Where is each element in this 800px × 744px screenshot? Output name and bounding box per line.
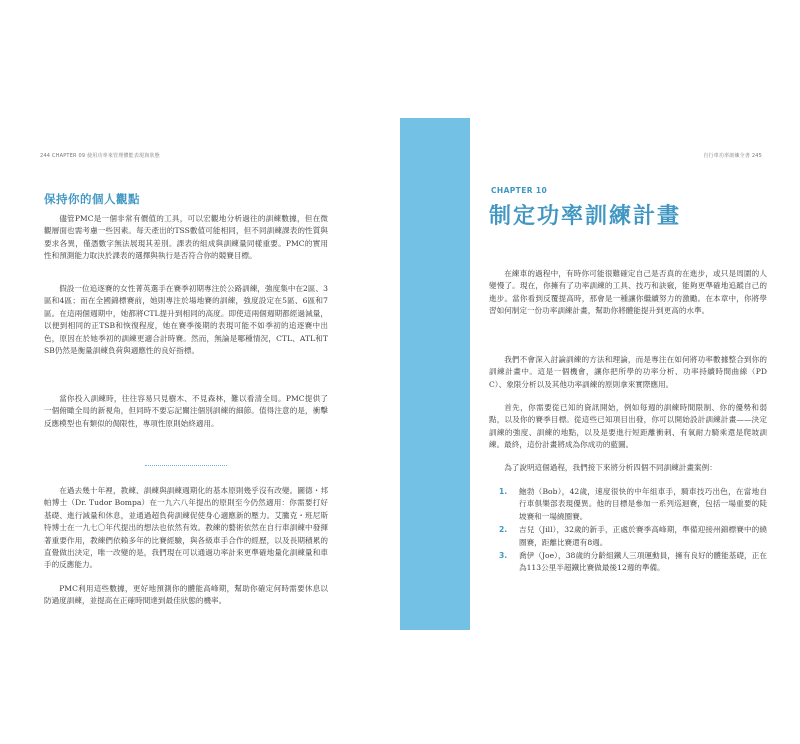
section-divider (145, 465, 227, 466)
left-paragraph-5: PMC利用這些數據，更好地預測你的體能高峰期，幫助你確定何時需要休息以防過度訓練，並提高在正確時間達到最佳狀態的機率。 (44, 584, 328, 606)
left-paragraph-1: 儘管PMC是一個非常有價值的工具，可以宏觀地分析過往的訓練數據，但在微觀層面也需考慮一些因素。每天產出的TSS數值可能相同，但不同訓練課表的性質與要求各異，僅憑數字無法展現其差別。課表的組成與訓練量同樣重要。PMC的實用性和預測能力取決於課表的選擇與執行是否符合你的競賽目標。 (44, 214, 328, 261)
list-item-number: 1. (499, 487, 508, 496)
list-item (489, 524, 767, 549)
list-item-number: 2. (499, 525, 508, 535)
list-item-text: 吉兒（Jill），32歲的新手，正處於賽季高峰期，準備迎接州錦標賽中的繞圈賽，距離比賽還有8週。 (519, 525, 767, 547)
case-list (489, 486, 767, 575)
right-paragraph-4: 為了說明這個過程，我們接下來將分析四個不同訓練計畫案例： (504, 463, 717, 472)
left-paragraph-2: 假設一位追逐賽的女性菁英選手在賽季初期專注於公路訓練，強度集中在2區、3區和4區；而在全國錦標賽前，她則專注於場地賽的訓練，強度設定在5區、6區和7區。在這兩個週期中，她都將CTL提升到相同的高度。即使這兩個週期都經過減量，以便到相同的正TSB和恢復程度，她在賽季後期的表現可能不如季初的追逐賽中出色，原因在於她季初的訓練更適合計時賽。然而，無論是哪種情況，CTL、ATL和TSB仍然是衡量訓練負荷與適應性的良好指標。 (44, 284, 328, 356)
chapter-title: 制定功率訓練計畫 (489, 204, 682, 229)
list-item (489, 486, 767, 523)
left-running-head: 244 CHAPTER 09 使用功率來管理體能表現與狀態 (40, 153, 160, 159)
right-paragraph-1: 在練車的過程中，有時你可能很難確定自己是否真的在進步，或只是周圍的人變慢了。現在，你擁有了功率訓練的工具、技巧和訣竅，能夠更準確地追蹤自己的進步。當你看到反覆提高時，那會是一種讓你繼續努力的激勵。在本章中，你將學習如何制定一份功率訓練計畫，幫助你將體能提升到更高的水準。 (489, 269, 767, 316)
list-item (489, 550, 767, 575)
right-paragraph-2: 我們不會深入討論訓練的方法和理論，而是專注在如何將功率數據整合到你的訓練計畫中。這是一個機會，讓你把所學的功率分析、功率持續時間曲線（PDC）、象限分析以及其他功率訓練的原則拿來實際應用。 (489, 355, 767, 389)
list-item-number: 3. (499, 551, 508, 561)
list-item-text: 鮑勃（Bob），42歲，速度很快的中年組車手，騎車技巧出色，在當地自行車俱樂部表現優異。他的目標是參加一系列巡迴賽，包括一場重要的陡坡賽和一場繞圈賽。 (519, 487, 767, 521)
left-paragraph-3: 當你投入訓練時，往往容易只見樹木、不見森林，難以看清全局。PMC提供了一個俯瞰全局的新視角，但同時不要忘記關注個別訓練的細節。值得注意的是，衝擊反應模型也有類似的侷限性，專項性原則始終適用。 (44, 394, 328, 428)
list-item-text: 喬伊（Joe），38歲的分齡組鐵人三項運動員，擁有良好的體能基礎，正在為113公里半超鐵比賽做最後12週的準備。 (519, 551, 767, 573)
chapter-label: CHAPTER 10 (491, 186, 548, 195)
section-title: 保持你的個人觀點 (44, 192, 140, 206)
right-running-head: 自行車功率訓練全書 245 (703, 153, 762, 159)
right-paragraph-3: 首先，你需要從已知的資訊開始，例如每週的訓練時間限制、你的優勢和弱點，以及你的賽季目標。從這些已知項目出發，你可以開始設計訓練計畫——決定訓練的強度、訓練的地點，以及是要進行短距離衝刺、有氧耐力騎乘還是爬坡訓練。最終，這份計畫將成為你成功的藍圖。 (489, 403, 767, 450)
left-paragraph-4: 在過去幾十年裡，教練、訓練與訓練週期化的基本原則幾乎沒有改變。圖德・邦帕博士（Dr. Tudor Bompa）在一九六八年提出的原則至今仍然適用：你需要打好基礎、進行減量和休息，並通過超負荷訓練促使身心適應新的壓力。艾騰克・班尼斯特博士在一九七〇年代提出的想法也依然有效。教練的藝術依然在自行車訓練中發揮著重要作用，教練們依賴多年的比賽經驗，與各級車手合作的經歷，以及長期積累的直覺做出決定，唯一改變的是，我們現在可以通過功率計來更準確地量化訓練量和車手的反應能力。 (44, 486, 328, 570)
